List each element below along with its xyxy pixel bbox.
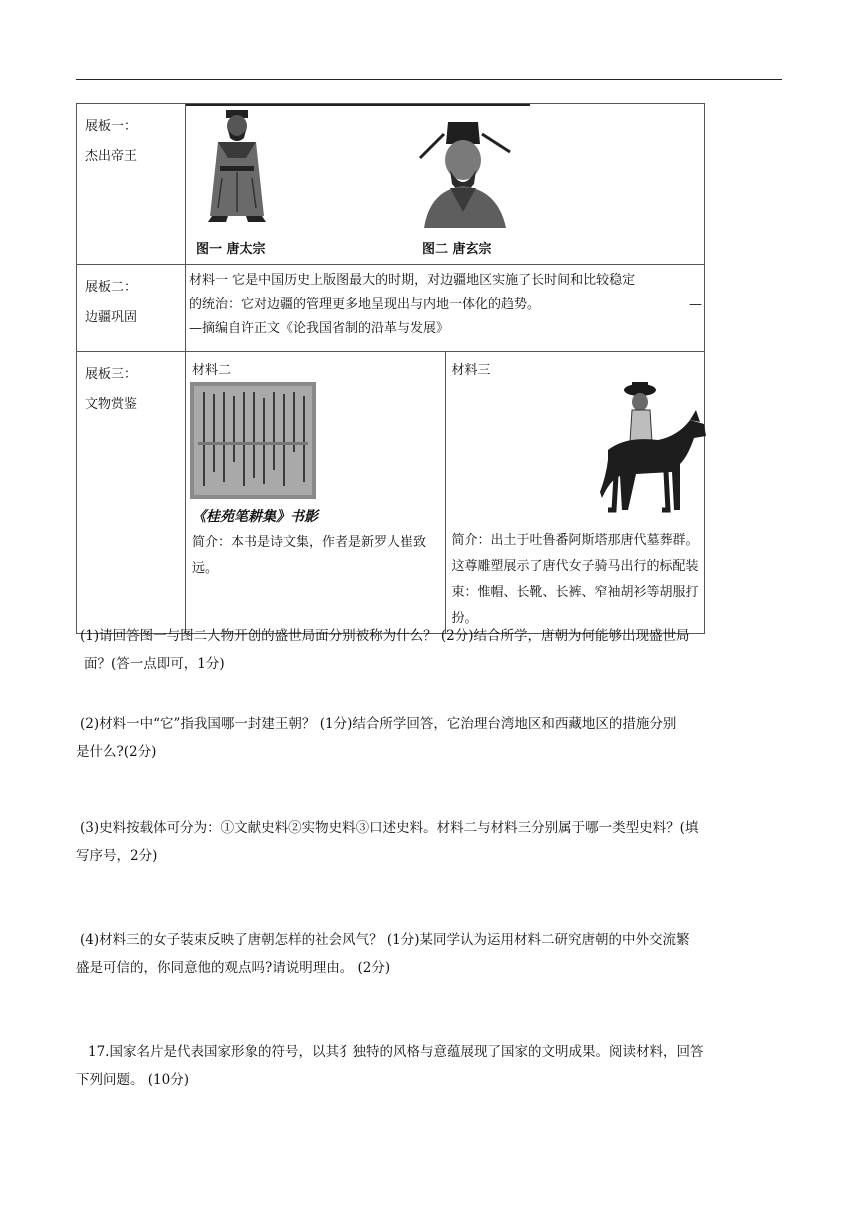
material2-book-title: 《桂苑笔耕集》书影 <box>192 509 318 525</box>
material2-intro: 简介：本书是诗文集，作者是新罗人崔致远。 <box>192 535 427 576</box>
scan-edge <box>186 104 536 107</box>
panel-row-2 <box>77 265 705 352</box>
panel-row-3 <box>77 352 705 634</box>
tang-xuanzong-figure-image <box>414 118 526 228</box>
material1-line1: 材料一 它是中国历史上版图最大的时期，对边疆地区实施了长时间和比较稳定 <box>189 273 636 288</box>
question-3: (3)史料按载体可分为：①文献史料②实物史料③口述史料。材料二与材料三分别属于哪一类型史料？(填 写序号，2分) <box>76 820 699 864</box>
material2-cell <box>186 352 446 634</box>
question-2: (2)材料一中“它”指我国哪一封建王朝？ (1分)结合所学回答，它治理台湾地区和西藏地区的措施分别 是什么?(2分) <box>76 716 677 760</box>
material3-cell <box>445 352 705 634</box>
panel2-label: 展板二： 边疆巩固 <box>77 265 186 352</box>
panel3-label: 展板三： 文物赏鉴 <box>77 352 186 634</box>
material1-dash: — <box>689 297 702 312</box>
fig1-caption: 图一 唐太宗 <box>196 242 266 257</box>
panel1-images <box>186 104 705 265</box>
material3-intro: 简介：出土于吐鲁番阿斯塔那唐代墓葬群。这尊雕塑展示了唐代女子骑马出行的标配装束：惟帽、长靴、长裤、窄袖胡衫等胡服打扮。 <box>451 533 699 626</box>
panel-row-1 <box>77 104 705 265</box>
material3-title: 材料三 <box>451 363 491 378</box>
fig2-caption: 图二 唐玄宗 <box>422 242 492 257</box>
exhibition-panels-table <box>76 103 705 634</box>
question-4: (4)材料三的女子装束反映了唐朝怎样的社会风气？ (1分)某同学认为运用材料二研究唐朝的中外交流繁 盛是可信的，你同意他的观点吗?请说明理由。 (2分) <box>76 932 690 976</box>
material2-title: 材料二 <box>192 363 232 378</box>
material1-cell <box>186 265 705 352</box>
tang-taizong-figure-image <box>198 108 276 223</box>
horse-rider-sculpture-image <box>596 380 712 520</box>
material1-source: —摘编自许正文《论我国省制的沿革与发展》 <box>189 321 450 336</box>
question-17: 17.国家名片是代表国家形象的符号，以其犭独特的风格与意蕴展现了国家的文明成果。阅读材料，回答 下列问题。 (10分) <box>76 1044 704 1088</box>
header-rule <box>76 79 782 80</box>
book-scan-image <box>190 382 316 499</box>
question-1: (1)请回答图一与图二人物开创的盛世局面分别被称为什么？ (2分)结合所学，唐朝为何能够出现盛世局 面？(答一点即可，1分) <box>80 628 690 672</box>
panel1-label: 展板一： 杰出帝王 <box>77 104 186 265</box>
material1-line2: 的统治：它对边疆的管理更多地呈现出与内地一体化的趋势。 <box>189 297 541 312</box>
